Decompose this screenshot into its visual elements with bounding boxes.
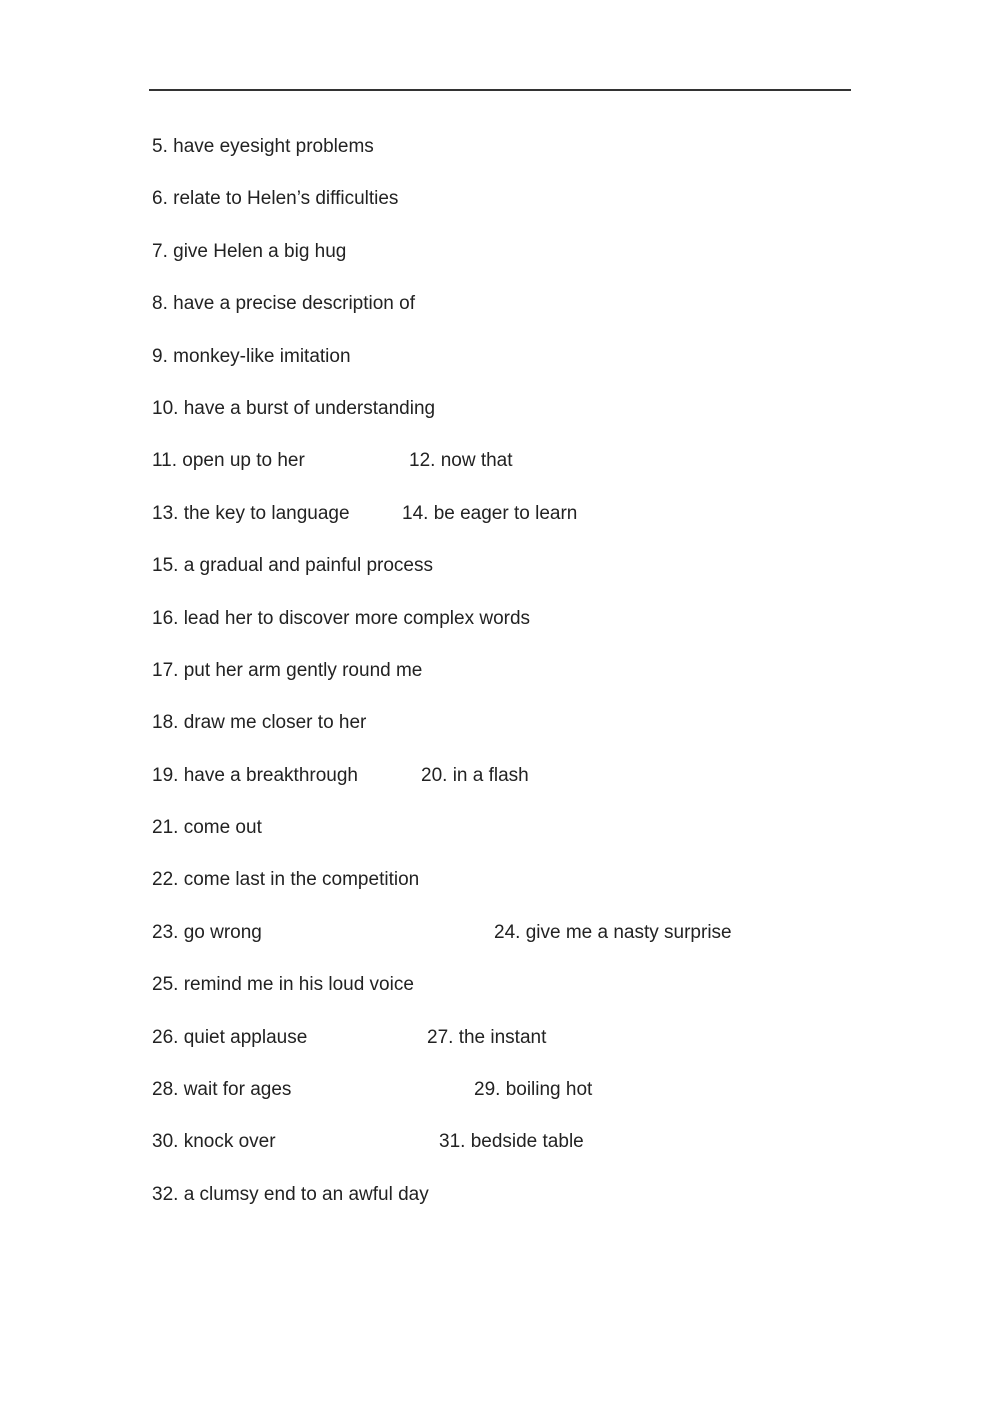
phrase-item: 26. quiet applause	[152, 1026, 308, 1048]
phrase-row	[152, 397, 852, 449]
phrase-row	[152, 607, 852, 659]
phrase-item: 30. knock over	[152, 1131, 276, 1153]
phrase-row	[152, 659, 852, 711]
phrase-item: 5. have eyesight problems	[152, 136, 374, 157]
phrase-row	[152, 449, 852, 501]
phrase-row	[152, 711, 852, 763]
phrase-item: 10. have a burst of understanding	[152, 397, 436, 419]
phrase-item: 21. come out	[152, 817, 262, 839]
phrase-row	[152, 554, 852, 606]
phrase-row	[152, 135, 852, 187]
phrase-row	[152, 1026, 852, 1078]
header-rule	[149, 89, 851, 91]
phrase-row	[152, 240, 852, 292]
phrase-item: 14. be eager to learn	[402, 502, 578, 524]
phrase-item: 22. come last in the competition	[152, 869, 420, 891]
phrase-row	[152, 816, 852, 868]
phrase-item: 19. have a breakthrough	[152, 764, 358, 786]
phrase-row	[152, 292, 852, 344]
phrase-item: 12. now that	[409, 450, 513, 472]
phrase-item: 27. the instant	[427, 1026, 547, 1048]
phrase-row	[152, 1130, 852, 1182]
phrase-item: 13. the key to language	[152, 502, 350, 524]
phrase-row	[152, 868, 852, 920]
phrase-item: 7. give Helen a big hug	[152, 240, 347, 262]
phrase-item: 32. a clumsy end to an awful day	[152, 1183, 429, 1205]
phrase-row	[152, 187, 852, 239]
phrase-item: 31. bedside table	[439, 1131, 584, 1153]
phrase-row	[152, 1078, 852, 1130]
phrase-item: 18. draw me closer to her	[152, 712, 367, 734]
phrase-item: 29. boiling hot	[474, 1079, 593, 1101]
phrase-row	[152, 502, 852, 554]
phrase-row	[152, 764, 852, 816]
phrase-item: 17. put her arm gently round me	[152, 659, 423, 681]
phrase-row	[152, 973, 852, 1025]
phrase-item: 8. have a precise description of	[152, 293, 415, 315]
phrase-item: 23. go wrong	[152, 921, 262, 943]
phrase-row	[152, 345, 852, 397]
phrase-item: 25. remind me in his loud voice	[152, 974, 414, 996]
phrase-item: 9. monkey-like imitation	[152, 345, 351, 367]
phrase-item: 28. wait for ages	[152, 1079, 292, 1101]
phrase-item: 6. relate to Helen’s difficulties	[152, 188, 399, 210]
phrase-row	[152, 921, 852, 973]
phrase-row	[152, 1183, 852, 1235]
phrase-item: 11. open up to her	[152, 450, 305, 472]
phrase-list	[152, 135, 852, 1235]
phrase-item: 20. in a flash	[421, 764, 529, 786]
phrase-item: 15. a gradual and painful process	[152, 555, 433, 577]
phrase-item: 16. lead her to discover more complex words	[152, 607, 531, 629]
phrase-item: 24. give me a nasty surprise	[494, 921, 732, 943]
